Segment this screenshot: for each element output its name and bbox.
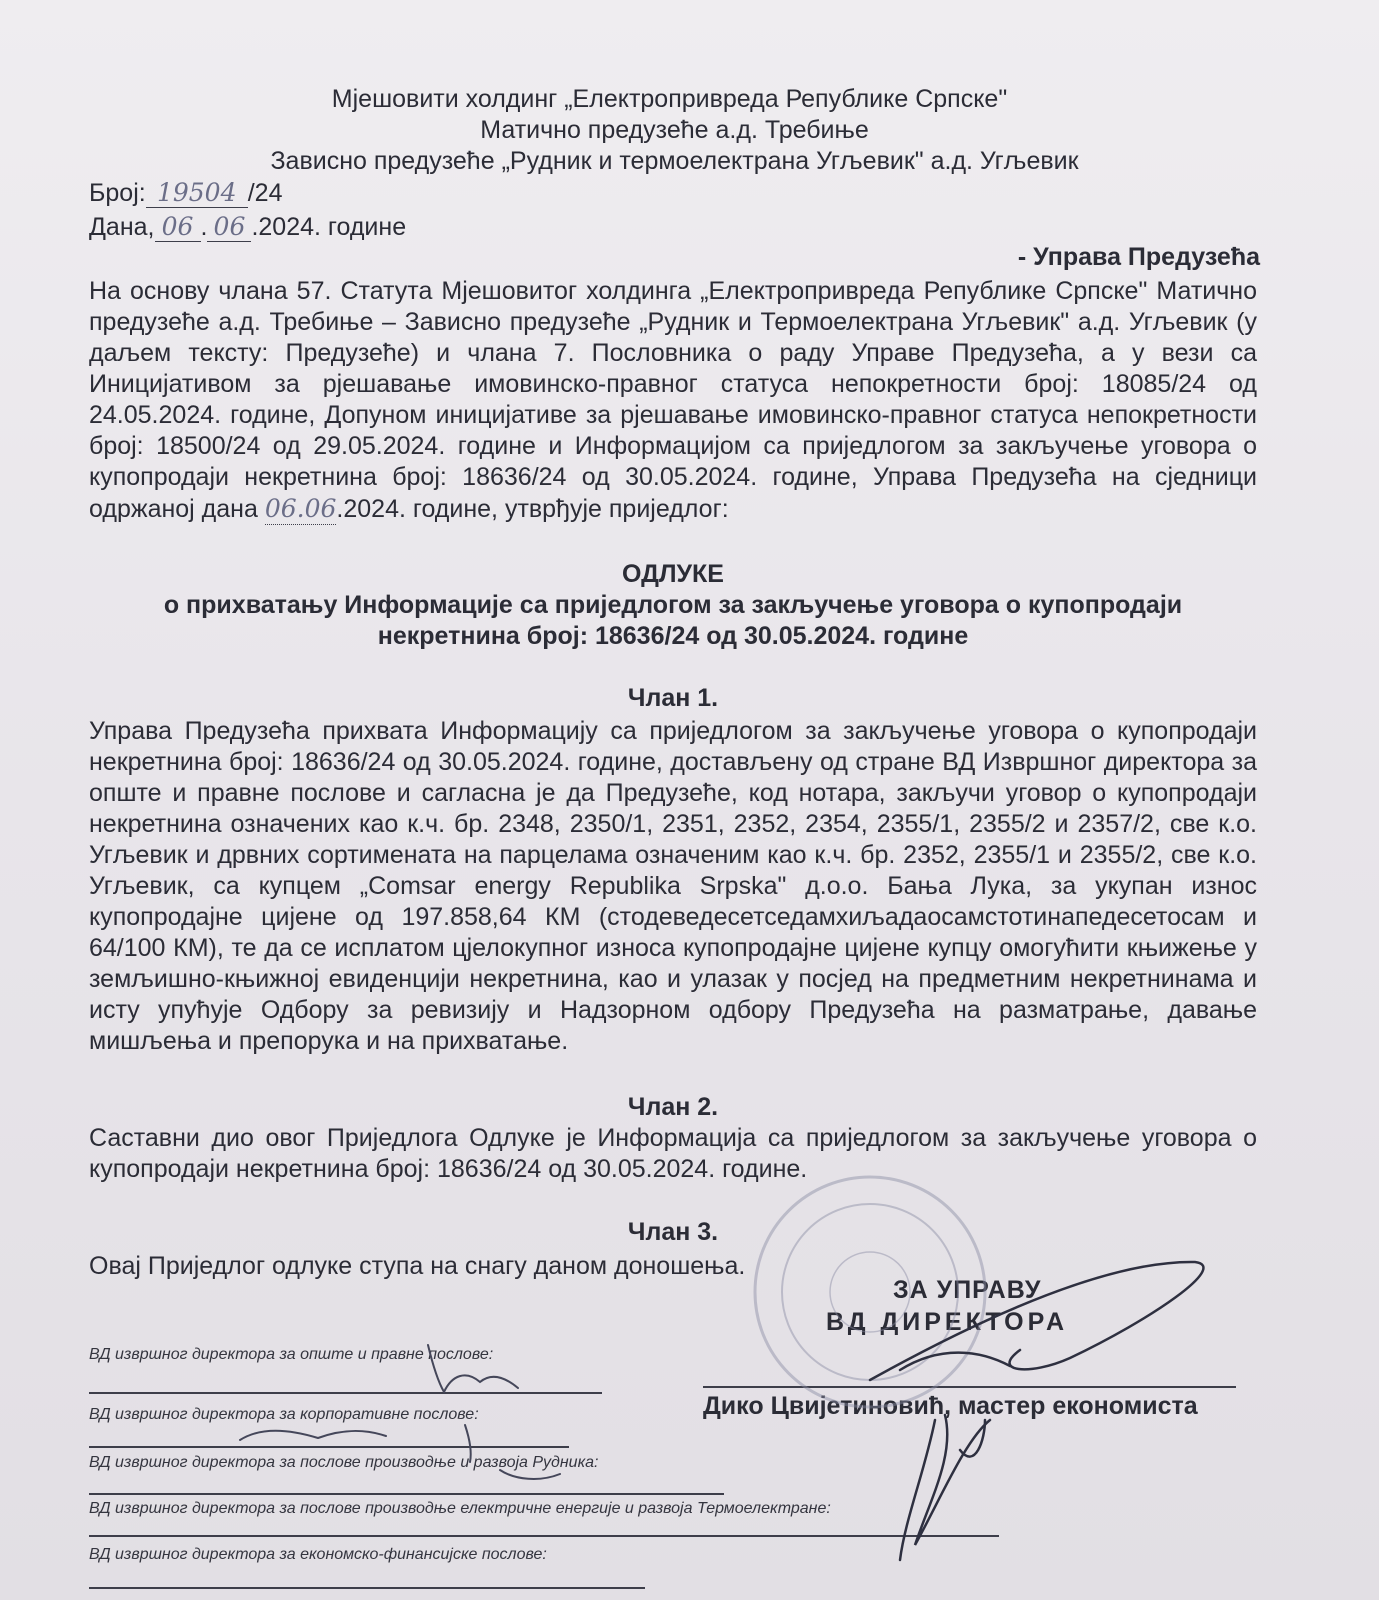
signature-title-line1: ЗА УПРАВУ bbox=[893, 1276, 1042, 1304]
approval-initials bbox=[240, 1345, 560, 1479]
reference-number-label: Број: bbox=[89, 179, 146, 207]
approval-label-corporate: ВД извршног директора за корпоративне послове: bbox=[89, 1406, 479, 1423]
article-1-text: Управа Предузећа прихвата Информацију са приједлогом за закључење уговора о купопродаји некретнина број: 18636/24 од 30.05.2024. године, достављену од стране ВД Извршног директора за опште и правне послове и сагласна је да Предузеће, код нотара, закључи уговор о купопродаји некретнина означених као к.ч. бр. 2348, 2350/1, 2351, 2352, 2354, 2355/1, 2355/2 и 2357/2, све к.о. Угљевик и дрвних сортимената на парцелама означеним као к.ч. бр. 2352, 2355/1 и 2355/2, све к.о. Угљевик, са купцем „Comsar energy Republika Srpska" д.о.о. Бања Лука, за укупан износ купопродајне цијене од 197.858,64 КМ (стодеведесетседамхиљадаосамстотинапедесетосам и 64/100 КМ), те да се исплатом цјелокупног износа купопродајне цијене купцу омогућити књижење у земљишно-књижној евиденцији некретнина, као и улазак у посјед на предметним некретнинама и исту упућује Одбору за ревизију и Надзорном одбору Предузећа на разматрање, давање мишљења и препорука и на прихватање. bbox=[89, 717, 1257, 1055]
reference-number-suffix: /24 bbox=[247, 179, 283, 207]
article-3-heading: Члан 3. bbox=[627, 1218, 719, 1246]
reference-date-label: Дана, bbox=[89, 213, 155, 241]
decision-subtitle-line1: о прихватању Информације са приједлогом за закључење уговора о купопродаји bbox=[163, 591, 1183, 619]
approval-label-finance: ВД извршног директора за економско-финансијске послове: bbox=[89, 1546, 547, 1563]
article-1-heading: Члан 1. bbox=[627, 684, 719, 712]
approval-label-mine: ВД извршног директора за послове производње и развоја Рудника: bbox=[89, 1454, 599, 1471]
approval-label-power-plant: ВД извршног директора за послове производње електричне енергије и развоја Термоелектране: bbox=[89, 1500, 831, 1517]
article-2-heading: Члан 2. bbox=[627, 1093, 719, 1121]
director-signature bbox=[870, 1262, 1203, 1560]
company-stamp bbox=[755, 1177, 985, 1407]
intro-text-before: На основу члана 57. Статута Мјешовитог холдинга „Електропривреда Републике Српске" Матично предузеће а.д. Требиње – Зависно предузеће „Рудник и Термоелектрана Угљевик" а.д. Угљевик (у даљем тексту: Предузеће) и члана 7. Пословника о раду Управе Предузећа, а у вези са Иницијативом за рјешавање имовинско-правног статуса непокретности број: 18085/24 од 24.05.2024. године, Допуном иницијативе за рјешавање имовинско-правног статуса непокретности број: 18500/24 од 29.05.2024. године и Информацијом са приједлогом за закључење уговора о купопродаји некретнина број: 18636/24 од 30.05.2024. године, Управа Предузећа на сједници одржаној дана bbox=[89, 277, 1257, 523]
intro-text-after: .2024. године, утврђује приједлог: bbox=[336, 495, 729, 523]
reference-date-month: 06 bbox=[207, 212, 251, 242]
header-holding-name: Мјешовити холдинг „Електропривреда Републике Српске" bbox=[331, 85, 1008, 113]
article-2-text: Саставни дио овог Приједлога Одлуке је Информација са приједлогом за закључење уговора о купопродаји некретнина број: 18636/24 од 30.05.2024. године. bbox=[89, 1124, 1257, 1183]
decision-subtitle-line2: некретнина број: 18636/24 од 30.05.2024. године bbox=[377, 622, 969, 650]
header-subsidiary-company: Зависно предузеће „Рудник и термоелектрана Угљевик" а.д. Угљевик bbox=[270, 147, 1079, 175]
recipient: - Управа Предузећа bbox=[1017, 243, 1260, 271]
reference-date-day: 06 bbox=[155, 212, 201, 242]
article-3-text: Овај Приједлог одлуке ступа на снагу даном доношења. bbox=[89, 1252, 746, 1280]
intro-session-date: 06.06 bbox=[264, 494, 337, 523]
decision-title: ОДЛУКЕ bbox=[622, 560, 724, 588]
signature-title-line2: ВД ДИРЕКТОРА bbox=[826, 1308, 1069, 1336]
director-name: Дико Цвијетиновић, мастер економиста bbox=[703, 1392, 1198, 1420]
header-parent-company: Матично предузеће а.д. Требиње bbox=[480, 116, 869, 144]
reference-date-separator: . bbox=[200, 213, 208, 241]
reference-date-suffix: .2024. године bbox=[251, 213, 407, 241]
approval-label-legal: ВД извршног директора за опште и правне послове: bbox=[89, 1346, 494, 1363]
reference-number-handwritten: 19504 bbox=[146, 178, 248, 208]
